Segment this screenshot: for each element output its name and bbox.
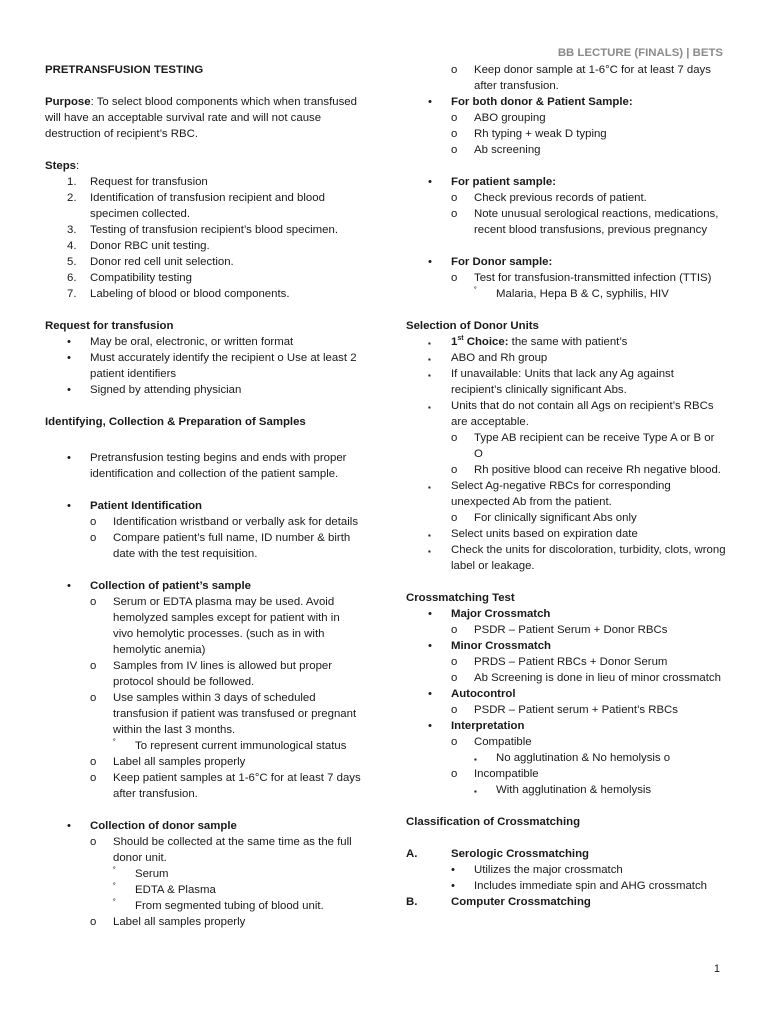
sub-item: o PRDS – Patient RBCs + Donor Serum [451,656,668,668]
list-item: • Collection of patient’s sample [67,580,251,592]
list-item: • Pretransfusion testing begins and ends with proper identification and collection of the patient sample. [67,452,347,480]
class-item: B. Computer Crossmatching [406,896,591,908]
list-item: ▪ ABO and Rh group [428,352,548,364]
list-item: • Interpretation [428,720,525,732]
sub-sub-item: ˚ EDTA & Plasma [113,882,216,896]
step-item: 1. Request for transfusion [67,176,208,188]
purpose-text: : To select blood components which when transfused will have an acceptable survival rate and will not cause destruction of recipient’s RBC. [45,96,357,140]
list-item: ▪ Check the units for discoloration, turbidity, clots, wrong label or leakage. [428,544,726,572]
sub-sub-item: ▪ No agglutination & No hemolysis o [474,752,671,764]
section-title: PRETRANSFUSION TESTING [45,64,204,76]
sub-item: o Ab Screening is done in lieu of minor crossmatch [451,672,721,684]
step-item: 2. Identification of transfusion recipient and blood specimen collected. [67,192,325,220]
sub-item: o Type AB recipient can be receive Type A or B or O [451,432,715,460]
list-item: • Must accurately identify the recipient o Use at least 2 patient identifiers [67,352,357,380]
sub-sub-item: ˚ To represent current immunological status [113,738,347,752]
classification-heading: Classification of Crossmatching [406,816,581,828]
steps-heading: Steps: [45,160,80,172]
list-item: ▪ Units that do not contain all Ags on recipient’s RBCs are acceptable. [428,400,714,428]
class-item: A. Serologic Crossmatching [406,848,589,860]
sub-item: o ABO grouping [451,112,546,124]
sub-item: o Use samples within 3 days of scheduled transfusion if patient was transfused or pregnant within the last 3 months. [90,692,357,736]
sub-sub-item: ˚ Malaria, Hepa B & C, syphilis, HIV [474,286,669,300]
right-column [406,62,726,910]
step-item: 6. Compatibility testing [67,272,192,284]
sub-item: o Ab screening [451,144,541,156]
crossmatch-heading: Crossmatching Test [406,592,515,604]
sub-item: o Serum or EDTA plasma may be used. Avoid hemolyzed samples except for patient with in vivo hemolytic processes. (such as in with hemolytic anemia) [90,596,340,656]
sub-item: o PSDR – Patient serum + Patient’s RBCs [451,704,678,716]
sub-item: o Should be collected at the same time as the full donor unit. [90,836,352,864]
list-item: ▪ Select units based on expiration date [428,528,638,540]
step-item: 7. Labeling of blood or blood components. [67,288,290,300]
sub-sub-item: ˚ From segmented tubing of blood unit. [113,898,324,912]
list-item: • For both donor & Patient Sample: [428,96,633,108]
list-item: • For Donor sample: [428,256,553,268]
sub-sub-item: ˚ Serum [113,866,169,880]
list-item: ▪ Select Ag-negative RBCs for corresponding unexpected Ab from the patient. [428,480,671,508]
sub-sub-item: ▪ With agglutination & hemolysis [474,784,652,796]
left-column [45,62,363,930]
list-item: • May be oral, electronic, or written format [67,336,294,348]
page-number: 1 [713,963,720,975]
sub-item: o Label all samples properly [90,916,246,928]
sub-item: o Rh positive blood can receive Rh negative blood. [451,464,721,476]
sub-item: o Keep donor sample at 1-6°C for at least 7 days after transfusion. [451,64,711,92]
list-item: • Patient Identification [67,500,203,512]
identify-heading: Identifying, Collection & Preparation of Samples [45,416,306,428]
sub-item: o Incompatible [451,768,539,780]
step-item: 5. Donor red cell unit selection. [67,256,234,268]
purpose-label: Purpose [45,96,91,108]
sub-item: o Samples from IV lines is allowed but proper protocol should be followed. [90,660,333,688]
step-item: 4. Donor RBC unit testing. [67,240,210,252]
sub-item: o Note unusual serological reactions, medications, recent blood transfusions, previous pregnancy [451,208,719,236]
sub-item: o Identification wristband or verbally ask for details [90,516,359,528]
sub-item: o Compare patient’s full name, ID number & birth date with the test requisition. [90,532,351,560]
list-item: • Signed by attending physician [67,384,242,396]
purpose-paragraph [45,94,363,142]
sub-item: o Check previous records of patient. [451,192,647,204]
sub-item: o PSDR – Patient Serum + Donor RBCs [451,624,668,636]
sub-item: • Utilizes the major crossmatch [451,864,623,876]
list-item: ▪ If unavailable: Units that lack any Ag against recipient’s clinically significant Abs. [428,368,674,396]
request-heading: Request for transfusion [45,320,174,332]
sub-item: o Keep patient samples at 1-6°C for at least 7 days after transfusion. [90,772,361,800]
selection-heading: Selection of Donor Units [406,320,539,332]
sub-item: o For clinically significant Abs only [451,512,637,524]
sub-item: o Test for transfusion-transmitted infection (TTIS) [451,272,712,284]
page-header: BB LECTURE (FINALS) | BETS [557,47,723,59]
list-item: • Minor Crossmatch [428,640,552,652]
sub-item: • Includes immediate spin and AHG crossmatch [451,880,707,892]
sub-item: o Label all samples properly [90,756,246,768]
list-item: • For patient sample: [428,176,557,188]
list-item: • Collection of donor sample [67,820,237,832]
list-item: ▪ 1st Choice: the same with patient’s [428,335,628,348]
sub-item: o Rh typing + weak D typing [451,128,607,140]
sub-item: o Compatible [451,736,532,748]
list-item: • Autocontrol [428,688,516,700]
list-item: • Major Crossmatch [428,608,551,620]
step-item: 3. Testing of transfusion recipient’s blood specimen. [67,224,338,236]
